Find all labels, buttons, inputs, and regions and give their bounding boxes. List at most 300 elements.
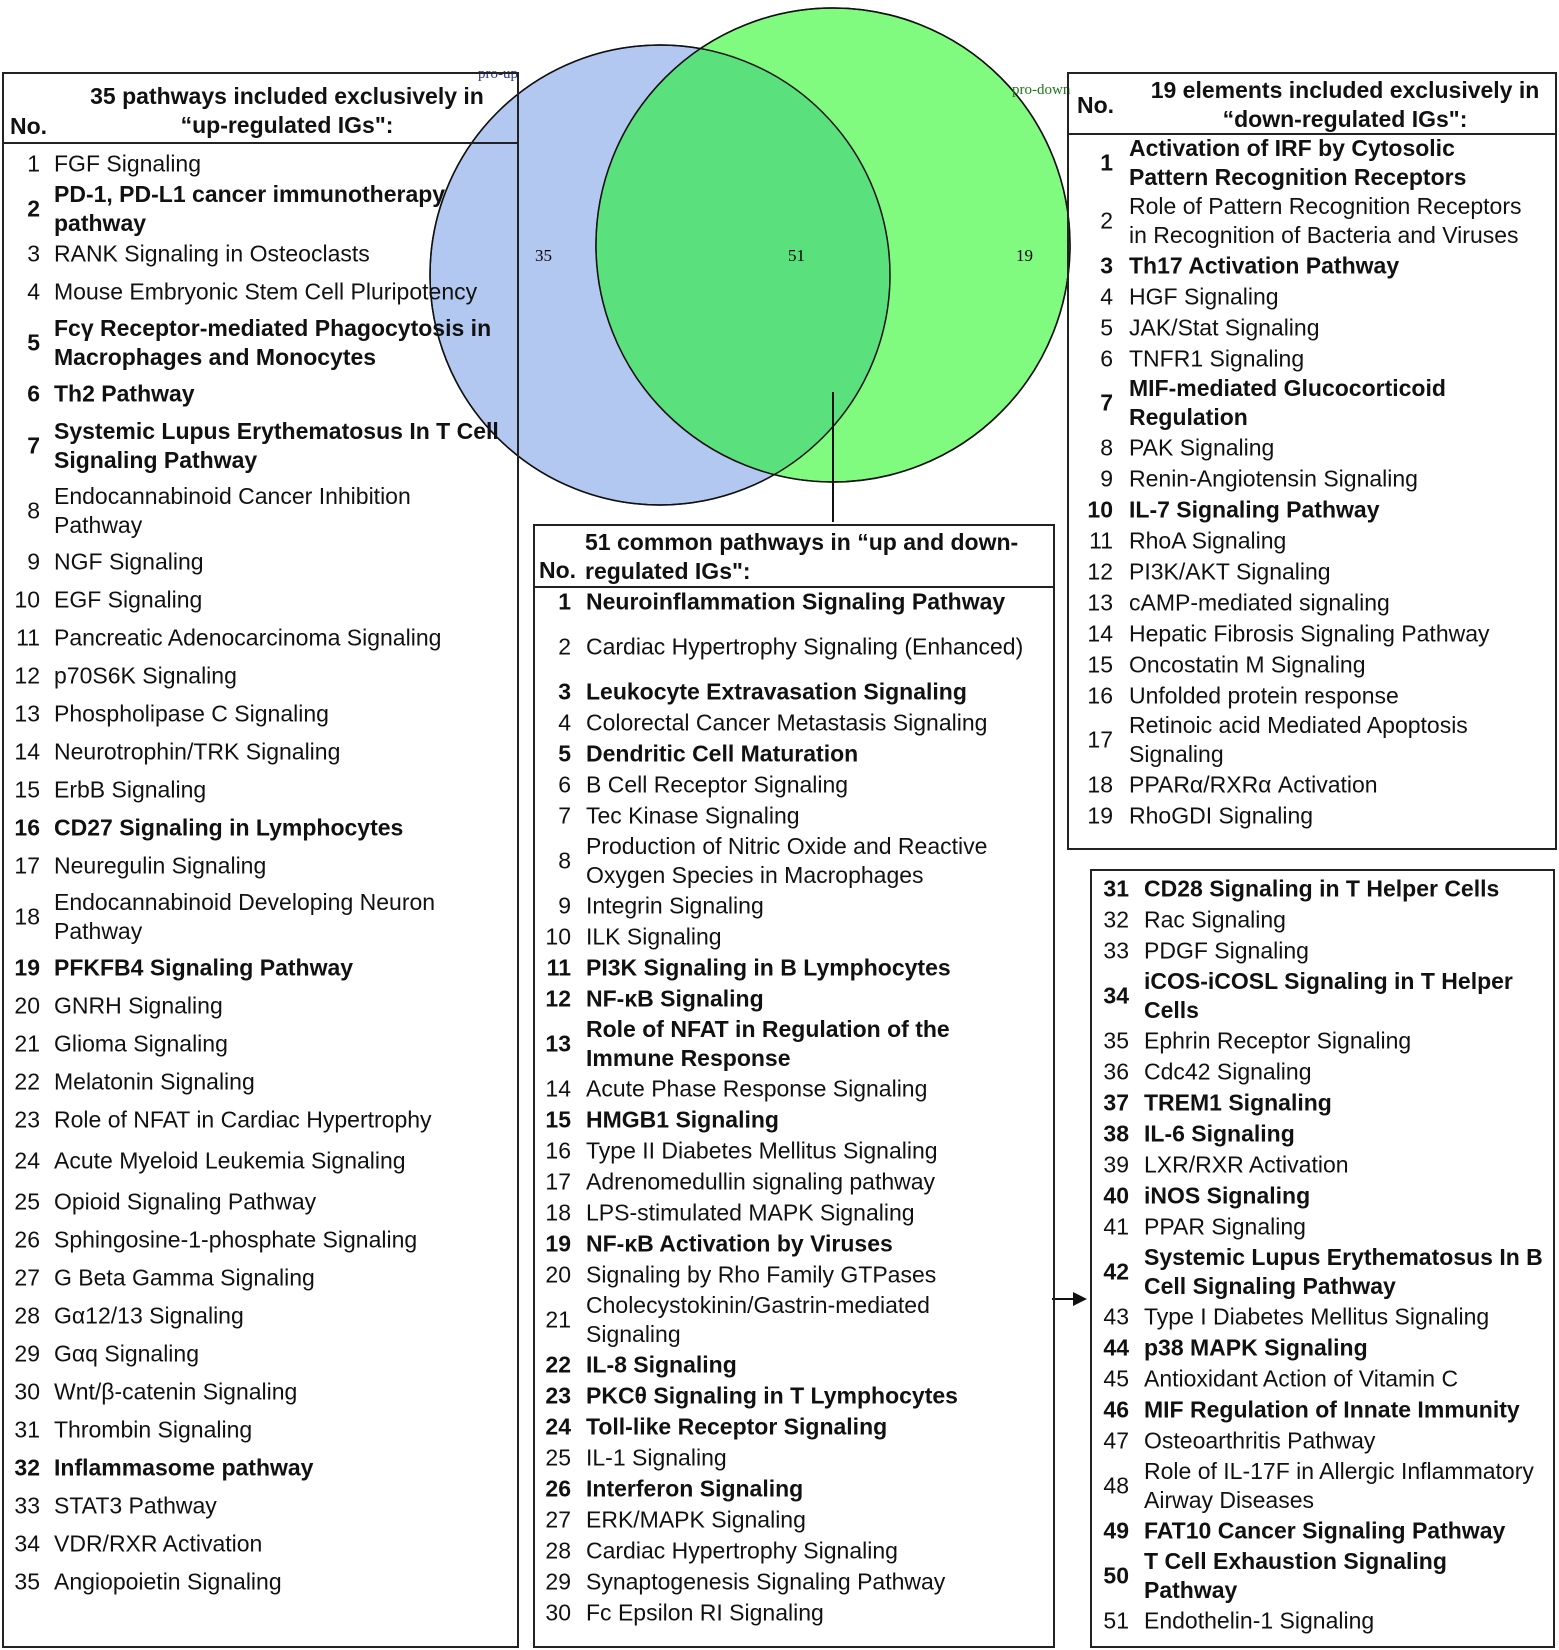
up-item-label: STAT3 Pathway xyxy=(54,1492,217,1519)
common-item-number: 46 xyxy=(1103,1396,1129,1422)
up-item-number: 5 xyxy=(27,329,40,356)
common-item-label: IL-8 Signaling xyxy=(586,1351,737,1377)
up-item-20 xyxy=(4,987,517,1025)
common-item-number: 1 xyxy=(558,588,571,614)
common-item-number: 28 xyxy=(545,1537,571,1563)
up-item-9 xyxy=(4,543,517,581)
common-item-32 xyxy=(1092,904,1553,935)
down-item-16 xyxy=(1069,680,1555,711)
common-item-label: Type I Diabetes Mellitus Signaling xyxy=(1144,1303,1490,1329)
up-item-11 xyxy=(4,619,517,657)
common-item-35 xyxy=(1092,1025,1553,1056)
common-item-number: 34 xyxy=(1103,982,1129,1008)
up-item-7 xyxy=(4,413,517,479)
common-item-6 xyxy=(535,769,1053,800)
common-item-41 xyxy=(1092,1211,1553,1242)
down-item-label: PPARα/RXRα Activation xyxy=(1129,771,1378,797)
down-item-label: Retinoic acid Mediated Apoptosis Signaling xyxy=(1129,712,1468,767)
common-item-14 xyxy=(535,1073,1053,1104)
common-item-24 xyxy=(535,1411,1053,1442)
common-item-number: 43 xyxy=(1103,1303,1129,1329)
common-item-label: Acute Phase Response Signaling xyxy=(586,1075,928,1101)
common-box-title: 51 common pathways in “up and down-regulated IGs": xyxy=(585,529,1019,584)
down-item-number: 17 xyxy=(1087,726,1113,753)
common-item-12 xyxy=(535,983,1053,1014)
up-item-label: Wnt/β-catenin Signaling xyxy=(54,1378,298,1405)
arrow-head-icon xyxy=(1073,1292,1087,1306)
down-item-number: 4 xyxy=(1100,283,1113,309)
up-item-label: Neurotrophin/TRK Signaling xyxy=(54,738,341,765)
common-item-50 xyxy=(1092,1546,1553,1605)
up-item-label: Neuregulin Signaling xyxy=(54,852,267,879)
up-item-label: Role of NFAT in Cardiac Hypertrophy xyxy=(54,1106,432,1133)
common-item-label: ILK Signaling xyxy=(586,923,722,949)
up-item-31 xyxy=(4,1411,517,1449)
down-item-2 xyxy=(1069,192,1555,250)
down-item-label: MIF-mediated Glucocorticoid Regulation xyxy=(1129,375,1446,430)
up-box-header xyxy=(4,74,517,144)
common-item-27 xyxy=(535,1504,1053,1535)
down-item-number: 3 xyxy=(1100,252,1113,278)
down-item-5 xyxy=(1069,312,1555,343)
down-item-label: PAK Signaling xyxy=(1129,434,1275,460)
common-item-number: 48 xyxy=(1103,1472,1129,1498)
down-item-label: HGF Signaling xyxy=(1129,283,1279,309)
up-item-number: 30 xyxy=(14,1378,40,1405)
down-item-label: IL-7 Signaling Pathway xyxy=(1129,496,1380,522)
up-item-14 xyxy=(4,733,517,771)
up-item-number: 1 xyxy=(27,150,40,177)
up-item-label: p70S6K Signaling xyxy=(54,662,237,689)
common-item-number: 50 xyxy=(1103,1562,1129,1588)
up-item-number: 27 xyxy=(14,1264,40,1291)
common-item-label: Type II Diabetes Mellitus Signaling xyxy=(586,1137,938,1163)
up-item-5 xyxy=(4,311,517,375)
up-item-number: 24 xyxy=(14,1147,40,1174)
common-item-number: 24 xyxy=(545,1413,571,1439)
common-item-5 xyxy=(535,738,1053,769)
common-item-label: Cholecystokinin/Gastrin-mediated Signaling xyxy=(586,1291,930,1347)
common-item-51 xyxy=(1092,1605,1553,1636)
common-continued-list xyxy=(1092,873,1553,1636)
down-item-label: Th17 Activation Pathway xyxy=(1129,252,1400,278)
up-item-number: 20 xyxy=(14,992,40,1019)
down-item-number: 2 xyxy=(1100,207,1113,234)
common-item-number: 7 xyxy=(558,802,571,828)
up-item-number: 14 xyxy=(14,738,40,765)
common-item-16 xyxy=(535,1135,1053,1166)
common-item-number: 30 xyxy=(545,1599,571,1625)
common-item-label: Dendritic Cell Maturation xyxy=(586,740,859,766)
up-item-label: Glioma Signaling xyxy=(54,1030,228,1057)
down-item-label: Unfolded protein response xyxy=(1129,682,1399,708)
down-item-12 xyxy=(1069,556,1555,587)
up-item-label: CD27 Signaling in Lymphocytes xyxy=(54,814,404,841)
up-item-label: NGF Signaling xyxy=(54,548,204,575)
up-item-label: Fcγ Receptor-mediated Phagocytosis in Macrophages and Monocytes xyxy=(54,315,492,370)
common-item-11 xyxy=(535,952,1053,983)
up-item-26 xyxy=(4,1221,517,1259)
common-item-25 xyxy=(535,1442,1053,1473)
up-item-number: 34 xyxy=(14,1530,40,1557)
up-item-label: EGF Signaling xyxy=(54,586,203,613)
common-item-number: 33 xyxy=(1103,937,1129,963)
down-item-1 xyxy=(1069,134,1555,192)
down-item-15 xyxy=(1069,649,1555,680)
common-item-label: B Cell Receptor Signaling xyxy=(586,771,849,797)
up-item-number: 4 xyxy=(27,278,40,305)
common-item-number: 6 xyxy=(558,771,571,797)
common-item-33 xyxy=(1092,935,1553,966)
common-item-label: Interferon Signaling xyxy=(586,1475,804,1501)
common-item-label: LXR/RXR Activation xyxy=(1144,1151,1349,1177)
down-box-no-label: No. xyxy=(1077,92,1115,118)
common-item-label: IL-1 Signaling xyxy=(586,1444,727,1470)
up-item-number: 10 xyxy=(14,586,40,613)
common-item-3 xyxy=(535,676,1053,707)
down-item-4 xyxy=(1069,281,1555,312)
up-item-number: 28 xyxy=(14,1302,40,1329)
common-item-number: 18 xyxy=(545,1199,571,1225)
common-item-40 xyxy=(1092,1180,1553,1211)
down-item-number: 19 xyxy=(1087,802,1113,828)
up-item-25 xyxy=(4,1183,517,1221)
down-item-8 xyxy=(1069,432,1555,463)
up-item-label: Gαq Signaling xyxy=(54,1340,199,1367)
common-item-45 xyxy=(1092,1363,1553,1394)
up-item-label: GNRH Signaling xyxy=(54,992,223,1019)
common-item-number: 31 xyxy=(1103,875,1129,901)
up-pathway-list xyxy=(4,145,517,1601)
down-item-number: 15 xyxy=(1087,651,1113,677)
up-item-label: Pancreatic Adenocarcinoma Signaling xyxy=(54,624,442,651)
up-item-16 xyxy=(4,809,517,847)
up-box-no-label: No. xyxy=(10,113,48,139)
common-pathway-list xyxy=(535,586,1053,1628)
up-item-8 xyxy=(4,479,517,543)
common-item-number: 12 xyxy=(545,985,571,1011)
common-item-label: Signaling by Rho Family GTPases xyxy=(586,1261,937,1287)
down-item-label: RhoGDI Signaling xyxy=(1129,802,1314,828)
up-item-number: 33 xyxy=(14,1492,40,1519)
common-item-number: 27 xyxy=(545,1506,571,1532)
pro-down-label: pro-down xyxy=(1012,82,1071,98)
down-box-title: 19 elements included exclusively in “down-regulated IGs": xyxy=(1150,77,1540,132)
down-item-label: TNFR1 Signaling xyxy=(1129,345,1305,371)
down-item-number: 16 xyxy=(1087,682,1113,708)
common-item-9 xyxy=(535,890,1053,921)
down-item-number: 9 xyxy=(1100,465,1113,491)
common-item-number: 9 xyxy=(558,892,571,918)
common-item-label: Endothelin-1 Signaling xyxy=(1144,1607,1375,1633)
common-item-43 xyxy=(1092,1301,1553,1332)
up-item-1 xyxy=(4,145,517,183)
down-regulated-box xyxy=(1067,72,1557,850)
up-item-number: 21 xyxy=(14,1030,40,1057)
common-item-label: Colorectal Cancer Metastasis Signaling xyxy=(586,709,988,735)
common-item-label: p38 MAPK Signaling xyxy=(1144,1334,1368,1360)
common-item-label: Cardiac Hypertrophy Signaling (Enhanced) xyxy=(586,633,1024,659)
up-item-label: Endocannabinoid Developing Neuron Pathway xyxy=(54,889,436,944)
common-item-number: 47 xyxy=(1103,1427,1129,1453)
up-item-number: 16 xyxy=(14,814,40,841)
common-item-label: Production of Nitric Oxide and Reactive Oxygen Species in Macrophages xyxy=(586,832,988,888)
up-item-number: 17 xyxy=(14,852,40,879)
common-item-number: 17 xyxy=(545,1168,571,1194)
common-item-22 xyxy=(535,1349,1053,1380)
common-item-number: 13 xyxy=(545,1030,571,1056)
common-item-39 xyxy=(1092,1149,1553,1180)
common-item-number: 14 xyxy=(545,1075,571,1101)
up-item-label: Th2 Pathway xyxy=(54,380,195,407)
pro-up-label: pro-up xyxy=(478,66,518,82)
up-item-number: 32 xyxy=(14,1454,40,1481)
common-item-label: PI3K Signaling in B Lymphocytes xyxy=(586,954,951,980)
common-item-48 xyxy=(1092,1456,1553,1515)
common-item-number: 32 xyxy=(1103,906,1129,932)
common-item-label: Tec Kinase Signaling xyxy=(586,802,800,828)
up-item-24 xyxy=(4,1139,517,1183)
common-item-29 xyxy=(535,1566,1053,1597)
up-item-number: 2 xyxy=(27,195,40,222)
down-item-number: 1 xyxy=(1100,149,1113,176)
common-item-number: 51 xyxy=(1103,1607,1129,1633)
common-item-37 xyxy=(1092,1087,1553,1118)
common-continued-box xyxy=(1090,869,1555,1648)
down-pathway-list xyxy=(1069,134,1555,831)
up-item-label: Inflammasome pathway xyxy=(54,1454,314,1481)
common-item-label: Fc Epsilon RI Signaling xyxy=(586,1599,824,1625)
common-item-number: 41 xyxy=(1103,1213,1129,1239)
common-item-20 xyxy=(535,1259,1053,1290)
up-item-number: 31 xyxy=(14,1416,40,1443)
common-item-number: 19 xyxy=(545,1230,571,1256)
up-item-number: 6 xyxy=(27,380,40,407)
common-item-label: NF-κB Activation by Viruses xyxy=(586,1230,893,1256)
down-item-13 xyxy=(1069,587,1555,618)
common-item-label: Cardiac Hypertrophy Signaling xyxy=(586,1537,898,1563)
common-item-number: 2 xyxy=(558,633,571,659)
up-item-13 xyxy=(4,695,517,733)
down-item-number: 8 xyxy=(1100,434,1113,460)
common-item-number: 44 xyxy=(1103,1334,1129,1360)
common-item-42 xyxy=(1092,1242,1553,1301)
common-item-17 xyxy=(535,1166,1053,1197)
common-item-label: Adrenomedullin signaling pathway xyxy=(586,1168,936,1194)
common-item-21 xyxy=(535,1290,1053,1349)
up-item-label: Thrombin Signaling xyxy=(54,1416,253,1443)
common-item-49 xyxy=(1092,1515,1553,1546)
up-item-label: VDR/RXR Activation xyxy=(54,1530,263,1557)
up-item-23 xyxy=(4,1101,517,1139)
up-box-title: 35 pathways included exclusively in “up-regulated IGs": xyxy=(90,83,484,138)
common-item-label: HMGB1 Signaling xyxy=(586,1106,779,1132)
common-item-34 xyxy=(1092,966,1553,1025)
up-item-number: 13 xyxy=(14,700,40,727)
common-item-label: Leukocyte Extravasation Signaling xyxy=(586,678,967,704)
common-item-number: 10 xyxy=(545,923,571,949)
common-item-label: FAT10 Cancer Signaling Pathway xyxy=(1144,1517,1506,1543)
common-item-31 xyxy=(1092,873,1553,904)
up-item-number: 35 xyxy=(14,1568,40,1595)
up-item-27 xyxy=(4,1259,517,1297)
up-item-label: Sphingosine-1-phosphate Signaling xyxy=(54,1226,418,1253)
down-item-label: PI3K/AKT Signaling xyxy=(1129,558,1331,584)
up-item-10 xyxy=(4,581,517,619)
count-only-up: 35 xyxy=(535,246,552,265)
common-item-label: Ephrin Receptor Signaling xyxy=(1144,1027,1412,1053)
common-item-number: 36 xyxy=(1103,1058,1129,1084)
up-item-28 xyxy=(4,1297,517,1335)
down-item-label: Activation of IRF by Cytosolic Pattern Recognition Receptors xyxy=(1129,135,1467,190)
down-item-number: 6 xyxy=(1100,345,1113,371)
common-item-15 xyxy=(535,1104,1053,1135)
down-item-7 xyxy=(1069,374,1555,432)
common-item-19 xyxy=(535,1228,1053,1259)
up-item-6 xyxy=(4,375,517,413)
up-item-18 xyxy=(4,885,517,949)
common-item-number: 38 xyxy=(1103,1120,1129,1146)
common-item-label: Systemic Lupus Erythematosus In B Cell Signaling Pathway xyxy=(1144,1243,1543,1299)
common-item-label: TREM1 Signaling xyxy=(1144,1089,1332,1115)
common-item-label: PPAR Signaling xyxy=(1144,1213,1306,1239)
up-item-35 xyxy=(4,1563,517,1601)
up-item-label: Melatonin Signaling xyxy=(54,1068,255,1095)
common-item-number: 22 xyxy=(545,1351,571,1377)
up-item-17 xyxy=(4,847,517,885)
down-item-19 xyxy=(1069,800,1555,831)
common-item-label: Antioxidant Action of Vitamin C xyxy=(1144,1365,1459,1391)
up-item-number: 3 xyxy=(27,240,40,267)
down-item-number: 12 xyxy=(1087,558,1113,584)
down-item-label: JAK/Stat Signaling xyxy=(1129,314,1320,340)
common-item-23 xyxy=(535,1380,1053,1411)
up-item-label: RANK Signaling in Osteoclasts xyxy=(54,240,370,267)
common-box-no-label: No. xyxy=(539,557,577,583)
down-item-17 xyxy=(1069,711,1555,769)
common-item-label: Integrin Signaling xyxy=(586,892,764,918)
count-common: 51 xyxy=(788,246,805,265)
up-item-label: Acute Myeloid Leukemia Signaling xyxy=(54,1147,406,1174)
up-item-number: 25 xyxy=(14,1188,40,1215)
common-item-number: 15 xyxy=(545,1106,571,1132)
common-item-number: 26 xyxy=(545,1475,571,1501)
common-item-label: Role of NFAT in Regulation of the Immune Response xyxy=(586,1015,950,1071)
common-item-number: 11 xyxy=(546,954,571,980)
common-item-46 xyxy=(1092,1394,1553,1425)
common-item-label: MIF Regulation of Innate Immunity xyxy=(1144,1396,1520,1422)
up-item-4 xyxy=(4,273,517,311)
common-item-8 xyxy=(535,831,1053,890)
up-item-label: Systemic Lupus Erythematosus In T Cell Signaling Pathway xyxy=(54,418,499,473)
up-item-number: 11 xyxy=(16,624,40,651)
common-item-number: 37 xyxy=(1103,1089,1129,1115)
common-item-30 xyxy=(535,1597,1053,1628)
common-item-2 xyxy=(535,617,1053,676)
common-item-number: 49 xyxy=(1103,1517,1129,1543)
common-item-4 xyxy=(535,707,1053,738)
common-item-label: iCOS-iCOSL Signaling in T Helper Cells xyxy=(1144,967,1513,1023)
down-item-label: Hepatic Fibrosis Signaling Pathway xyxy=(1129,620,1490,646)
up-regulated-box xyxy=(2,72,519,1648)
up-item-number: 19 xyxy=(14,954,40,981)
up-item-number: 26 xyxy=(14,1226,40,1253)
up-item-number: 22 xyxy=(14,1068,40,1095)
common-item-label: PKCθ Signaling in T Lymphocytes xyxy=(586,1382,958,1408)
common-item-label: Toll-like Receptor Signaling xyxy=(586,1413,888,1439)
up-item-22 xyxy=(4,1063,517,1101)
down-item-label: cAMP-mediated signaling xyxy=(1129,589,1390,615)
down-item-18 xyxy=(1069,769,1555,800)
down-item-number: 10 xyxy=(1087,496,1113,522)
common-item-label: Rac Signaling xyxy=(1144,906,1286,932)
up-item-number: 9 xyxy=(27,548,40,575)
common-item-26 xyxy=(535,1473,1053,1504)
down-item-number: 18 xyxy=(1087,771,1113,797)
down-item-label: RhoA Signaling xyxy=(1129,527,1287,553)
common-item-number: 3 xyxy=(558,678,571,704)
common-item-label: T Cell Exhaustion Signaling Pathway xyxy=(1144,1547,1447,1603)
common-item-label: IL-6 Signaling xyxy=(1144,1120,1295,1146)
down-item-10 xyxy=(1069,494,1555,525)
up-item-number: 15 xyxy=(14,776,40,803)
common-item-number: 8 xyxy=(558,847,571,873)
up-item-number: 18 xyxy=(14,903,40,930)
up-item-number: 23 xyxy=(14,1106,40,1133)
up-item-label: ErbB Signaling xyxy=(54,776,207,803)
common-item-label: Synaptogenesis Signaling Pathway xyxy=(586,1568,946,1594)
common-item-13 xyxy=(535,1014,1053,1073)
up-item-number: 29 xyxy=(14,1340,40,1367)
common-box-header xyxy=(535,526,1053,588)
common-item-1 xyxy=(535,586,1053,617)
up-item-21 xyxy=(4,1025,517,1063)
common-item-number: 39 xyxy=(1103,1151,1129,1177)
common-item-number: 16 xyxy=(545,1137,571,1163)
up-item-34 xyxy=(4,1525,517,1563)
down-item-label: Renin-Angiotensin Signaling xyxy=(1129,465,1418,491)
up-item-label: Opioid Signaling Pathway xyxy=(54,1188,317,1215)
up-item-number: 7 xyxy=(27,432,40,459)
common-item-label: NF-κB Signaling xyxy=(586,985,764,1011)
common-item-label: Osteoarthritis Pathway xyxy=(1144,1427,1376,1453)
common-item-number: 45 xyxy=(1103,1365,1129,1391)
common-item-44 xyxy=(1092,1332,1553,1363)
down-item-14 xyxy=(1069,618,1555,649)
common-item-label: CD28 Signaling in T Helper Cells xyxy=(1144,875,1500,901)
common-item-number: 42 xyxy=(1103,1258,1129,1284)
common-item-number: 23 xyxy=(545,1382,571,1408)
up-item-19 xyxy=(4,949,517,987)
common-item-number: 29 xyxy=(545,1568,571,1594)
down-item-number: 7 xyxy=(1100,389,1113,416)
common-item-label: PDGF Signaling xyxy=(1144,937,1309,963)
common-item-number: 35 xyxy=(1103,1027,1129,1053)
down-item-9 xyxy=(1069,463,1555,494)
common-item-28 xyxy=(535,1535,1053,1566)
up-item-label: Angiopoietin Signaling xyxy=(54,1568,282,1595)
up-item-label: Endocannabinoid Cancer Inhibition Pathway xyxy=(54,483,411,538)
up-item-label: FGF Signaling xyxy=(54,150,202,177)
common-item-label: Neuroinflammation Signaling Pathway xyxy=(586,588,1006,614)
up-item-32 xyxy=(4,1449,517,1487)
down-item-6 xyxy=(1069,343,1555,374)
up-item-2 xyxy=(4,183,517,235)
down-item-number: 14 xyxy=(1087,620,1113,646)
up-item-29 xyxy=(4,1335,517,1373)
common-item-47 xyxy=(1092,1425,1553,1456)
up-item-label: Mouse Embryonic Stem Cell Pluripotency xyxy=(54,278,478,305)
